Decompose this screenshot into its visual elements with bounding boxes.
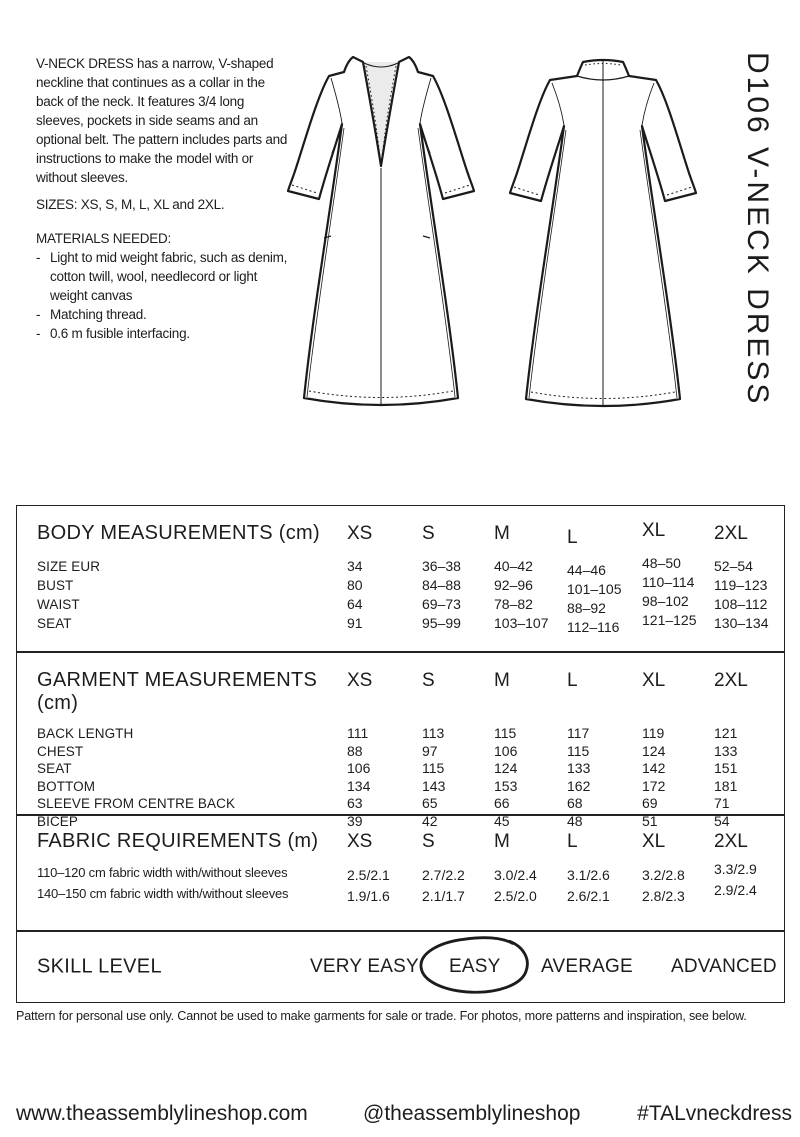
website-link: www.theassemblylineshop.com [16, 1102, 308, 1125]
skill-level-average: AVERAGE [541, 956, 633, 977]
size-column-header: XL [642, 520, 666, 541]
cell-value: 181 [714, 777, 738, 794]
section-header-row [17, 816, 784, 853]
cell-value: 80 [347, 577, 363, 593]
cell-value: 103–107 [494, 615, 549, 631]
cell-value: 3.0/2.4 [494, 867, 537, 883]
section-header-row [17, 653, 784, 715]
cell-value: 110–114 [642, 574, 695, 590]
skill-level-very-easy: VERY EASY [310, 956, 419, 977]
materials-list-item [36, 305, 294, 324]
size-column-header: S [422, 670, 435, 691]
cell-value: 78–82 [494, 596, 533, 612]
dress-front-illustration [268, 52, 486, 423]
cell-value: 2.7/2.2 [422, 867, 465, 883]
row-label: SEAT [37, 761, 72, 777]
materials-title: MATERIALS NEEDED: [36, 231, 172, 246]
cell-value: 2.5/2.1 [347, 867, 390, 883]
row-label: BUST [37, 578, 74, 593]
cell-value: 130–134 [714, 615, 769, 631]
cell-value: 143 [422, 777, 446, 794]
table-row [37, 725, 784, 743]
skill-level-title: SKILL LEVEL [37, 955, 162, 978]
cell-value: 48–50 [642, 555, 681, 571]
cell-value: 106 [494, 742, 518, 759]
cell-value: 45 [494, 812, 510, 829]
section-title: BODY MEASUREMENTS (cm) [37, 522, 320, 544]
cell-value: 63 [347, 795, 363, 812]
materials-list-item [36, 248, 294, 305]
cell-value: 2.8/2.3 [642, 888, 685, 904]
table-row [37, 883, 784, 904]
cell-value: 64 [347, 596, 363, 612]
cell-value: 115 [422, 760, 445, 777]
materials-item-text: Matching thread. [50, 307, 147, 322]
cell-value: 97 [422, 742, 438, 759]
section-rows [17, 862, 784, 904]
skill-level-easy: EASY [449, 956, 501, 978]
garment-measurements-section [17, 651, 784, 829]
row-label: SLEEVE FROM CENTRE BACK [37, 796, 236, 812]
description-paragraph: V-NECK DRESS has a narrow, V-shaped neckline that continues as a collar in the back of the neck. It features 3/4 long sleeves, pockets in side seams and an optional belt. The pattern includes parts and instructions to make the model with or without sleeves. [36, 56, 288, 185]
cell-value: 88 [347, 742, 363, 759]
hashtag: #TALvneckdress [637, 1102, 792, 1125]
size-column-header: XL [642, 831, 666, 852]
cell-value: 2.1/1.7 [422, 888, 465, 904]
row-label: BICEP [37, 813, 79, 829]
cell-value: 54 [714, 812, 730, 829]
cell-value: 34 [347, 558, 363, 574]
cell-value: 124 [494, 760, 518, 777]
cell-value: 117 [567, 725, 590, 741]
size-column-header: L [567, 670, 578, 691]
table-row [37, 778, 784, 796]
cell-value: 2.5/2.0 [494, 888, 537, 904]
cell-value: 115 [567, 742, 590, 759]
cell-value: 108–112 [714, 596, 768, 612]
row-label: BACK LENGTH [37, 726, 134, 741]
section-title: FABRIC REQUIREMENTS (m) [37, 830, 319, 852]
pattern-title-vertical: D106 V-NECK DRESS [741, 52, 774, 407]
table-row [37, 760, 784, 778]
size-column-header: S [422, 831, 435, 852]
materials-item-text: 0.6 m fusible interfacing. [50, 326, 190, 341]
cell-value: 69 [642, 795, 658, 812]
description-block [36, 54, 294, 343]
size-column-header: 2XL [714, 670, 748, 691]
sizes-line: SIZES: XS, S, M, L, XL and 2XL. [36, 197, 225, 212]
cell-value: 44–46 [567, 562, 606, 578]
cell-value: 48 [567, 812, 583, 829]
cell-value: 134 [347, 777, 371, 794]
skill-level-section [17, 930, 784, 1002]
list-dash: - [36, 326, 41, 341]
size-column-header: L [567, 831, 578, 852]
size-column-header: M [494, 523, 510, 544]
cell-value: 133 [714, 742, 738, 759]
cell-value: 1.9/1.6 [347, 888, 390, 904]
cell-value: 84–88 [422, 577, 461, 593]
size-column-header: XS [347, 670, 373, 691]
row-label: SEAT [37, 616, 72, 631]
materials-list [36, 248, 294, 343]
cell-value: 119–123 [714, 577, 768, 593]
cell-value: 124 [642, 742, 666, 759]
table-row [37, 862, 784, 883]
cell-value: 92–96 [494, 577, 533, 593]
cell-value: 106 [347, 760, 371, 777]
cell-value: 119 [642, 725, 665, 741]
cell-value: 113 [422, 725, 445, 741]
size-column-header: XS [347, 831, 373, 852]
selected-skill-circle [414, 934, 536, 998]
materials-item-text: Light to mid weight fabric, such as denim, cotton twill, wool, needlecord or light weight canvas [50, 250, 288, 303]
cell-value: 112–116 [567, 619, 620, 635]
cell-value: 98–102 [642, 593, 689, 609]
cell-value: 3.3/2.9 [714, 861, 757, 877]
row-label: 110–120 cm fabric width with/without sleeves [37, 865, 288, 880]
cell-value: 71 [714, 795, 730, 812]
cell-value: 68 [567, 795, 583, 812]
list-dash: - [36, 250, 41, 265]
cell-value: 133 [567, 760, 591, 777]
list-dash: - [36, 307, 41, 322]
cell-value: 151 [714, 760, 738, 777]
cell-value: 52–54 [714, 558, 753, 574]
cell-value: 3.2/2.8 [642, 867, 685, 883]
cell-value: 101–105 [567, 581, 622, 597]
cell-value: 115 [494, 725, 517, 741]
cell-value: 142 [642, 760, 666, 777]
table-row [37, 614, 784, 633]
row-label: 140–150 cm fabric width with/without sleeves [37, 886, 289, 901]
cell-value: 65 [422, 795, 438, 812]
cell-value: 88–92 [567, 600, 606, 616]
size-column-header: S [422, 523, 435, 544]
size-column-header: M [494, 831, 510, 852]
materials-list-item [36, 324, 294, 343]
section-title: GARMENT MEASUREMENTS (cm) [37, 669, 318, 714]
size-column-header: 2XL [714, 831, 748, 852]
cell-value: 2.9/2.4 [714, 882, 757, 898]
cell-value: 121 [714, 725, 738, 741]
cell-value: 40–42 [494, 558, 533, 574]
row-label: WAIST [37, 597, 80, 612]
cell-value: 39 [347, 812, 363, 829]
size-column-header: L [567, 527, 578, 548]
size-column-header: XL [642, 670, 666, 691]
cell-value: 111 [347, 725, 369, 741]
size-column-header: 2XL [714, 523, 748, 544]
dress-back-illustration [491, 52, 711, 423]
cell-value: 36–38 [422, 558, 461, 574]
legal-note: Pattern for personal use only. Cannot be used to make garments for sale or trade. For photos, more patterns and inspiration, see below. [16, 1008, 747, 1023]
cell-value: 121–125 [642, 612, 697, 628]
row-label: BOTTOM [37, 778, 96, 794]
size-column-header: M [494, 670, 510, 691]
size-column-header: XS [347, 523, 373, 544]
cell-value: 69–73 [422, 596, 461, 612]
skill-level-advanced: ADVANCED [671, 956, 777, 977]
cell-value: 51 [642, 812, 658, 829]
cell-value: 42 [422, 812, 438, 829]
cell-value: 162 [567, 777, 591, 794]
footer-links [0, 1102, 800, 1130]
cell-value: 172 [642, 777, 666, 794]
cell-value: 153 [494, 777, 518, 794]
cell-value: 66 [494, 795, 510, 812]
table-row [37, 743, 784, 761]
cell-value: 95–99 [422, 615, 461, 631]
instagram-handle: @theassemblylineshop [363, 1102, 581, 1125]
fabric-requirements-section [17, 814, 784, 930]
body-measurements-section [17, 506, 784, 651]
row-label: CHEST [37, 743, 84, 759]
table-row [37, 795, 784, 813]
cell-value: 3.1/2.6 [567, 867, 610, 883]
measurements-table [16, 505, 785, 1003]
cell-value: 2.6/2.1 [567, 888, 610, 904]
cell-value: 91 [347, 615, 363, 631]
section-rows [17, 557, 784, 633]
row-label: SIZE EUR [37, 559, 101, 574]
section-header-row [17, 506, 784, 548]
